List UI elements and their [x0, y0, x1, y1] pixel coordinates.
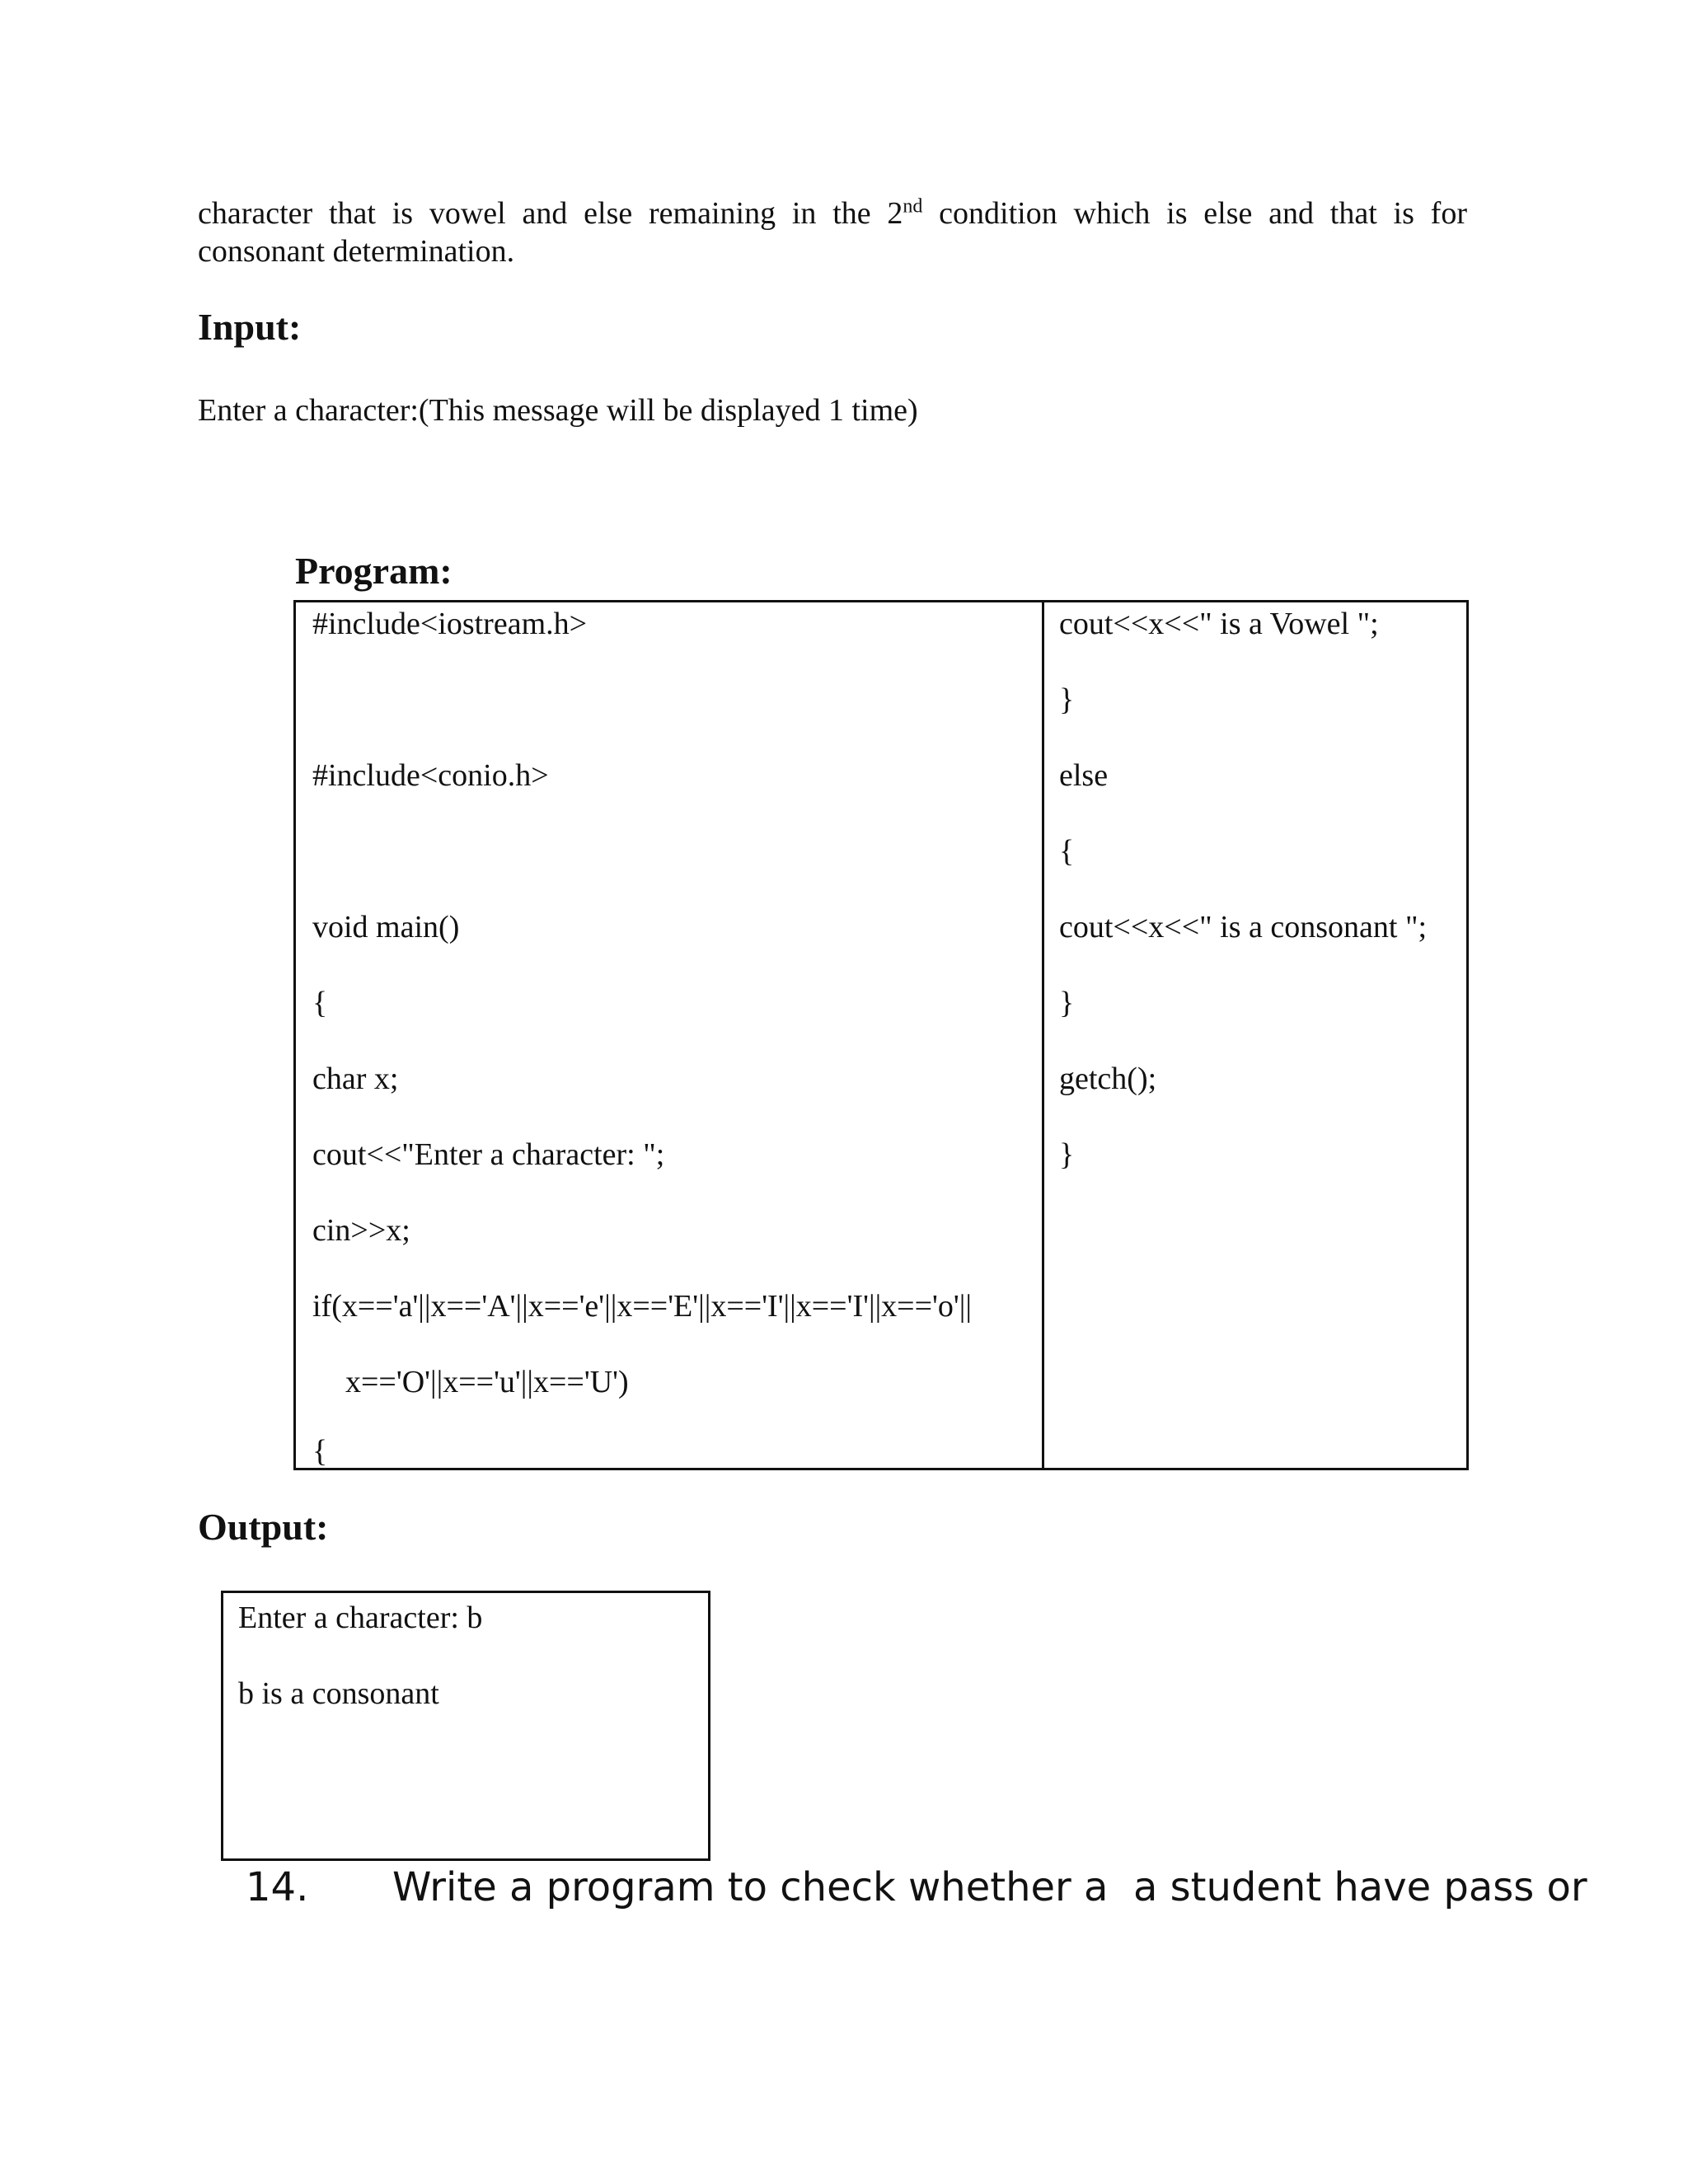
output-line: b is a consonant [238, 1676, 439, 1711]
code-line: { [312, 986, 328, 1020]
code-line: cin>>x; [312, 1213, 410, 1248]
ordinal-superscript: nd [903, 195, 923, 218]
intro-paragraph [198, 194, 1467, 270]
code-line: cout<<x<<" is a consonant "; [1059, 910, 1428, 944]
code-line: cout<<"Enter a character: "; [312, 1137, 665, 1172]
code-line: { [1059, 834, 1075, 869]
code-line: char x; [312, 1062, 399, 1096]
code-line: } [1059, 1137, 1075, 1172]
intro-line-2: consonant determination. [198, 234, 515, 269]
output-box [221, 1591, 710, 1861]
code-line: else [1059, 758, 1109, 793]
code-line: void main() [312, 910, 460, 944]
code-line: if(x=='a'||x=='A'||x=='e'||x=='E'||x=='I'||x=='I'||x=='o'|| [312, 1289, 972, 1324]
input-heading: Input: [198, 306, 302, 348]
intro-line-1 [198, 194, 1467, 232]
output-line: Enter a character: b [238, 1601, 483, 1635]
program-code-table [293, 600, 1469, 1470]
program-heading: Program: [295, 550, 452, 592]
output-heading: Output: [198, 1506, 329, 1548]
code-line: #include<conio.h> [312, 758, 549, 793]
code-line: cout<<x<<" is a Vowel "; [1059, 607, 1379, 641]
code-line: { [312, 1434, 328, 1469]
question-text: Write a program to check whether a a student have pass or [392, 1864, 1587, 1910]
code-line: #include<iostream.h> [312, 607, 588, 641]
question-number: 14. [246, 1864, 309, 1910]
code-line: getch(); [1059, 1062, 1157, 1096]
column-divider [1042, 602, 1044, 1468]
code-line: x=='O'||x=='u'||x=='U') [345, 1365, 629, 1399]
intro-line-1-end: condition which is else and that is for [922, 196, 1467, 231]
code-line: } [1059, 986, 1075, 1020]
input-description: Enter a character:(This message will be displayed 1 time) [198, 393, 918, 428]
intro-line-1-start: character that is vowel and else remaining in the 2 [198, 196, 903, 231]
code-line: } [1059, 682, 1075, 717]
